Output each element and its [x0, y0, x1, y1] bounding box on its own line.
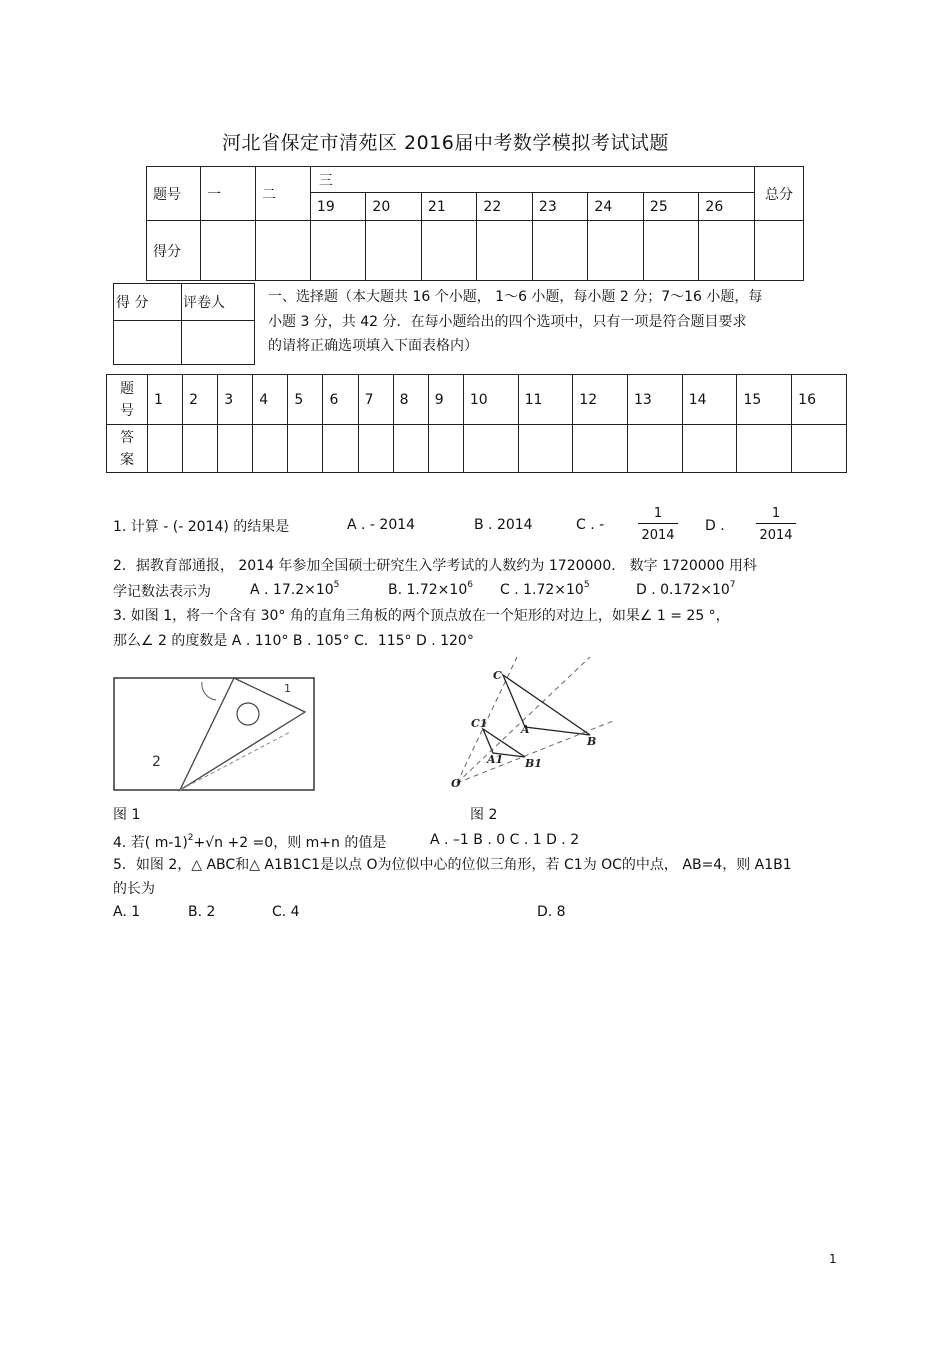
score-cell [477, 221, 533, 281]
score-table-total: 总分 [754, 167, 803, 221]
score-table-section-2: 二 [256, 167, 311, 221]
q5-option-d: D. 8 [537, 904, 566, 920]
answer-col-number: 6 [323, 375, 358, 425]
grader-box [113, 283, 255, 365]
score-col: 21 [421, 193, 477, 221]
answer-col-number: 16 [792, 375, 847, 425]
q2-option-d [636, 582, 736, 598]
answer-table-answer-char: 案 [120, 451, 134, 468]
figure-1-angle-arc [202, 682, 216, 700]
q2-option-d-exponent: 7 [729, 580, 736, 590]
figure-2-label-a1: A1 [487, 753, 504, 766]
answer-cell [737, 425, 792, 473]
q1-fraction-d-denominator: 2014 [759, 528, 793, 543]
q4-prefix: 4. 若( m-1) [113, 835, 188, 851]
figure-2-label-b1: B1 [525, 757, 542, 770]
q4-stem [113, 832, 386, 852]
answer-cell [682, 425, 737, 473]
answer-col-number: 13 [628, 375, 683, 425]
q2-option-b [388, 582, 473, 598]
q2-option-a-text: A . 17.2×10 [250, 582, 334, 598]
figure-2-label-c: C [493, 669, 502, 682]
figure-1-guide-line [180, 732, 290, 790]
score-cell [256, 221, 311, 281]
answer-col-number: 11 [518, 375, 573, 425]
page-number: 1 [829, 1252, 837, 1266]
q1-fraction-c-numerator: 1 [638, 506, 678, 524]
score-cell [643, 221, 699, 281]
q1-fraction-c [638, 506, 678, 543]
figure-1-angle-1-label: 1 [284, 682, 291, 695]
answer-table-answer-label [107, 425, 148, 473]
q5-line-1: 5．如图 2，△ ABC和△ A1B1C1是以点 O为位似中心的位似三角形，若 C1为 OC的中点， AB=4，则 A1B1 [113, 857, 792, 873]
score-col: 23 [532, 193, 588, 221]
figure-2-label-o: O [451, 777, 461, 790]
figure-2 [445, 655, 620, 790]
answer-cell [573, 425, 628, 473]
score-table-score-label: 得分 [147, 221, 201, 281]
q1-stem: 1. 计算 - (- 2014) 的结果是 [113, 519, 290, 535]
grader-score-cell [114, 321, 182, 365]
score-col: 19 [310, 193, 366, 221]
section-one-line-2: 小题 3 分，共 42 分．在每小题给出的四个选项中，只有一项是符合题目要求 [268, 314, 747, 330]
score-col: 20 [366, 193, 422, 221]
q1-option-c: C . - [576, 517, 605, 533]
score-cell [699, 221, 755, 281]
answer-col-number: 15 [737, 375, 792, 425]
figure-2-caption: 图 2 [470, 807, 498, 823]
answer-col-number: 14 [682, 375, 737, 425]
figure-1 [110, 672, 320, 794]
q2-option-c [500, 582, 590, 598]
page-title: 河北省保定市清苑区 2016届中考数学模拟考试试题 [222, 132, 669, 154]
q2-option-b-text: B. 1.72×10 [388, 582, 468, 598]
figure-2-label-b: B [587, 735, 597, 748]
q5-option-c: C. 4 [272, 904, 300, 920]
score-table-header-label: 题号 [147, 167, 201, 221]
answer-table-header-char: 号 [120, 402, 134, 419]
q1-fraction-d-numerator: 1 [756, 506, 796, 524]
answer-cell [463, 425, 518, 473]
q1-option-d: D . [705, 518, 725, 534]
answer-col-number: 8 [393, 375, 428, 425]
q2-option-b-exponent: 6 [467, 580, 473, 590]
answer-cell [288, 425, 323, 473]
figure-1-hole [237, 703, 259, 725]
score-col: 22 [477, 193, 533, 221]
score-cell [754, 221, 803, 281]
q3-line-1: 3. 如图 1，将一个含有 30° 角的直角三角板的两个顶点放在一个矩形的对边上，如果∠ 1 = 25 °， [113, 608, 730, 624]
figure-2-label-a: A [521, 723, 530, 736]
score-table-section-3: 三 [310, 167, 754, 193]
answer-cell [358, 425, 393, 473]
answer-cell [183, 425, 218, 473]
answer-col-number: 1 [148, 375, 183, 425]
q5-option-b: B. 2 [188, 904, 216, 920]
section-one-line-1: 一、选择题（本大题共 16 个小题， 1～6 小题，每小题 2 分；7～16 小题，每 [268, 289, 763, 305]
answer-cell [428, 425, 463, 473]
answer-cell [628, 425, 683, 473]
q4-options: A . –1 B . 0 C . 1 D . 2 [430, 832, 580, 848]
figure-2-label-c1: C1 [471, 717, 488, 730]
score-cell [366, 221, 422, 281]
q2-option-c-exponent: 5 [583, 580, 590, 590]
answer-table-header-char: 题 [120, 380, 134, 397]
q2-line-2-prefix: 学记数法表示为 [113, 584, 211, 600]
answer-col-number: 10 [463, 375, 518, 425]
answer-cell [393, 425, 428, 473]
answer-cell [253, 425, 288, 473]
q4-exponent: 2 [187, 833, 194, 843]
figure-2-triangle-abc [503, 675, 590, 735]
answer-cell [792, 425, 847, 473]
q1-fraction-c-denominator: 2014 [641, 528, 675, 543]
score-cell [532, 221, 588, 281]
score-col: 26 [699, 193, 755, 221]
q3-line-2: 那么∠ 2 的度数是 A . 110° B . 105° C．115° D . 120° [113, 633, 474, 649]
score-cell [421, 221, 477, 281]
figure-1-caption: 图 1 [113, 807, 141, 823]
q2-option-d-text: D . 0.172×10 [636, 582, 730, 598]
q2-line-1: 2．据教育部通报， 2014 年参加全国硕士研究生入学考试的人数约为 1720000． 数字 1720000 用科 [113, 558, 757, 574]
grader-score-label: 得 分 [114, 284, 182, 321]
answer-cell [323, 425, 358, 473]
q4-middle: +√n +2 =0，则 m+n 的值是 [193, 835, 387, 851]
q1-option-b: B . 2014 [474, 517, 533, 533]
q5-line-2: 的长为 [113, 881, 155, 897]
score-table-section-1: 一 [201, 167, 256, 221]
answer-col-number: 9 [428, 375, 463, 425]
score-col: 24 [588, 193, 644, 221]
answer-col-number: 2 [183, 375, 218, 425]
score-col: 25 [643, 193, 699, 221]
grader-name-cell [182, 321, 255, 365]
answer-col-number: 7 [358, 375, 393, 425]
score-cell [310, 221, 366, 281]
answer-col-number: 5 [288, 375, 323, 425]
answer-cell [148, 425, 183, 473]
figure-2-ray-ob [457, 721, 613, 783]
q5-option-a: A. 1 [113, 904, 141, 920]
score-table [146, 166, 804, 281]
answer-table [106, 374, 847, 473]
answer-table-header-label [107, 375, 148, 425]
score-cell [201, 221, 256, 281]
q2-option-a [250, 582, 339, 598]
grader-label: 评卷人 [182, 284, 255, 321]
q2-option-c-text: C . 1.72×10 [500, 582, 584, 598]
section-one-line-3: 的请将正确选项填入下面表格内） [268, 338, 478, 354]
q2-option-a-exponent: 5 [333, 580, 340, 590]
q1-option-a: A . - 2014 [347, 517, 416, 533]
answer-table-answer-char: 答 [120, 429, 134, 446]
q1-fraction-d [756, 506, 796, 543]
score-cell [588, 221, 644, 281]
answer-col-number: 12 [573, 375, 628, 425]
answer-col-number: 3 [218, 375, 253, 425]
answer-cell [218, 425, 253, 473]
answer-cell [518, 425, 573, 473]
answer-col-number: 4 [253, 375, 288, 425]
figure-1-angle-2-label: 2 [152, 754, 161, 770]
